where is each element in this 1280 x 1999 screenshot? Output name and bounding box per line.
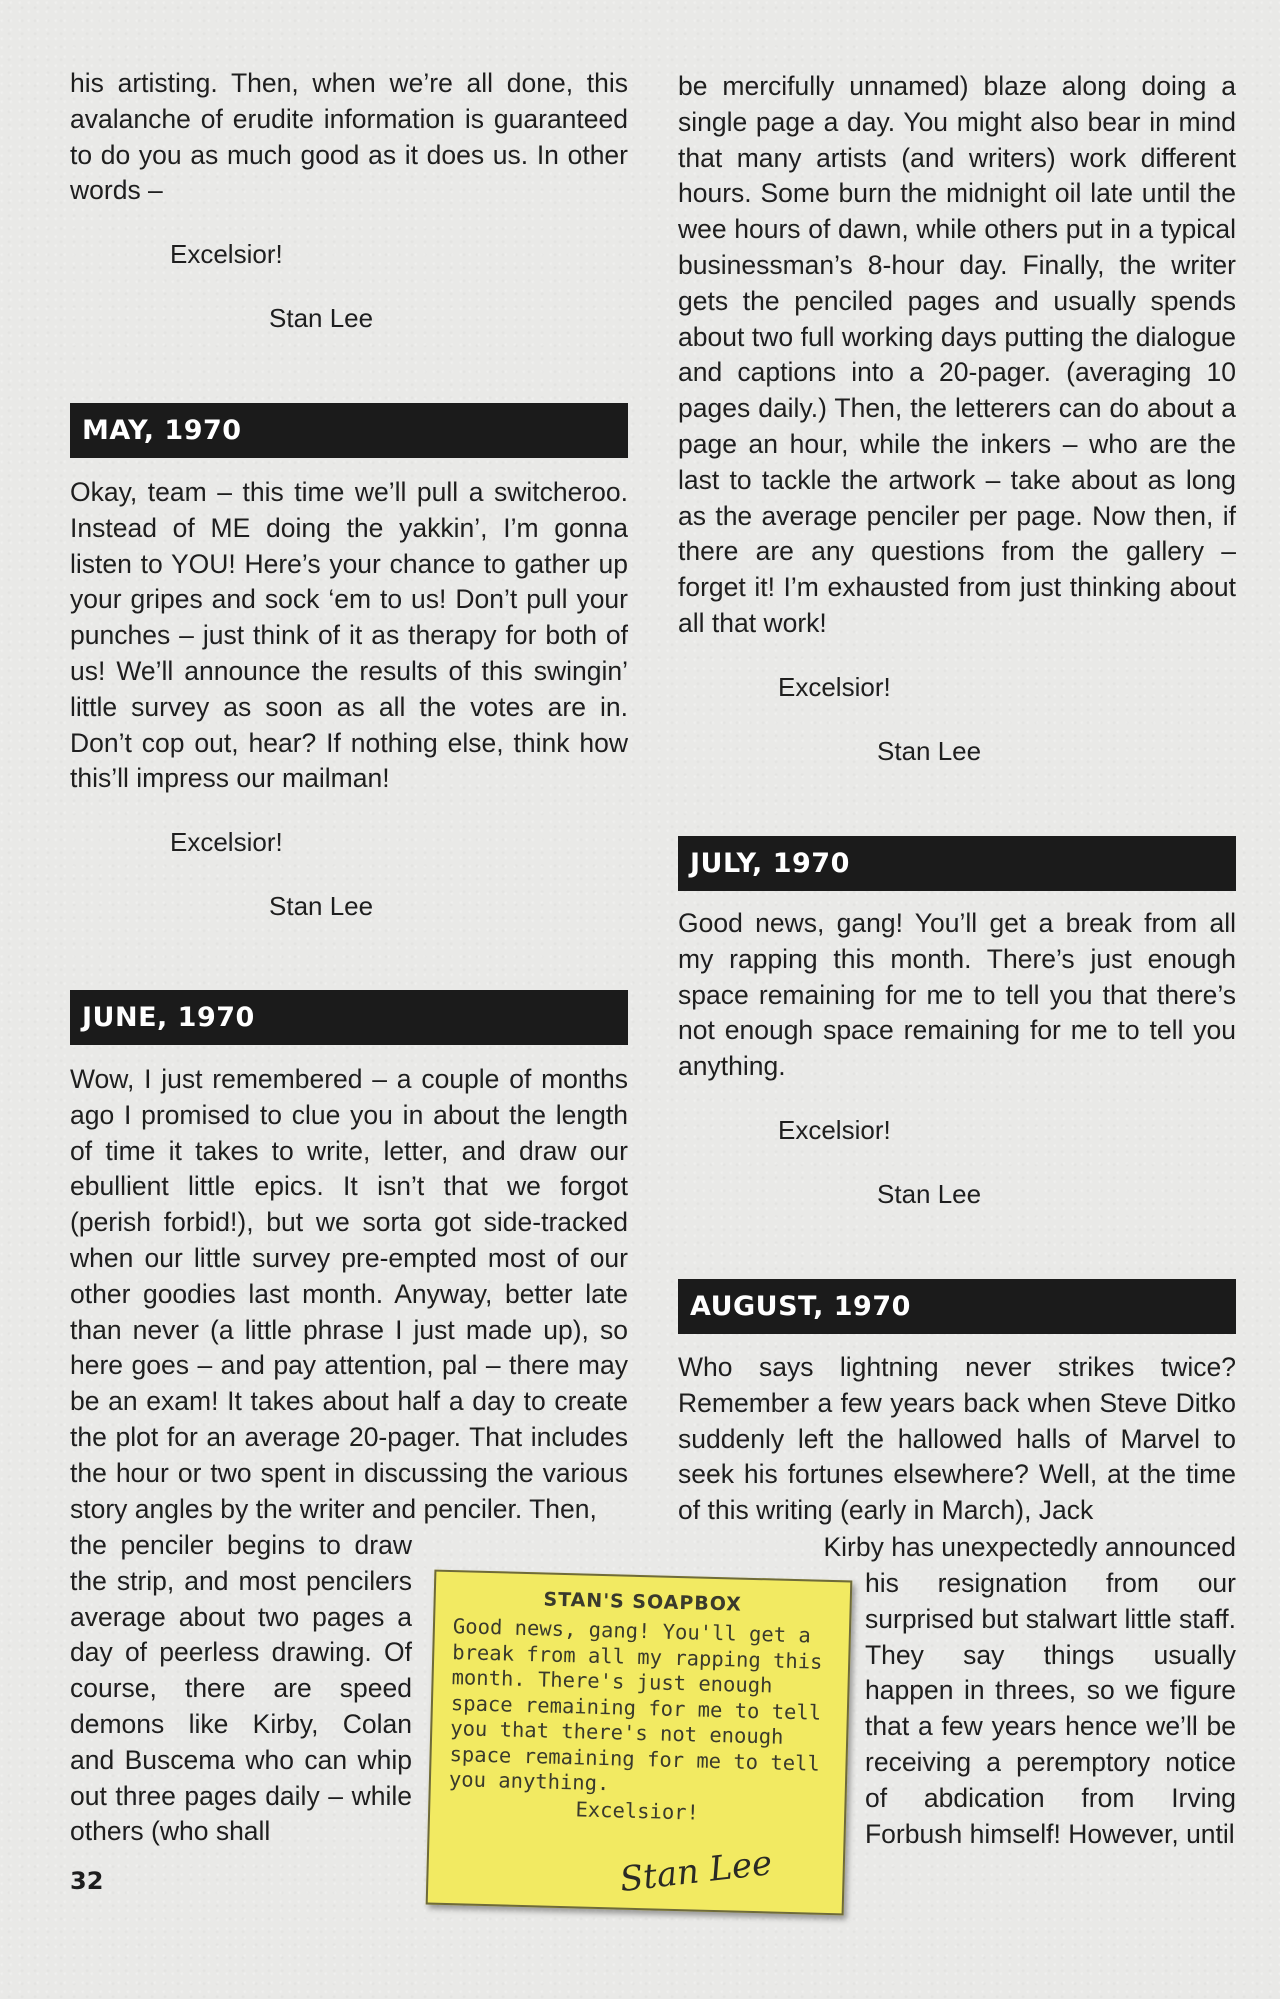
may-heading: MAY, 1970 <box>70 403 628 458</box>
clipping-signature: Stan Lee <box>618 1843 775 1901</box>
june-heading: JUNE, 1970 <box>70 990 628 1045</box>
july-excelsior: Excelsior! <box>778 1115 891 1145</box>
intro-signature: Stan Lee <box>269 303 374 333</box>
june-paragraph-narrow: the penciler begins to draw the strip, and most pencilers average about two pages a day of peerless drawing. Of course, there are speed demons like Kirby, Colan and Buscema who can whip out three pages daily – while others (who shall <box>70 1530 412 1847</box>
soapbox-clipping <box>426 1570 853 1916</box>
may-paragraph: Okay, team – this time we’ll pull a switcheroo. Instead of ME doing the yakkin’, I’m gonna listen to YOU! Here’s your chance to gather up your gripes and sock ‘em to us! Don’t pull your punches – just think of it as therapy for both of us! We’ll announce the results of this swingin’ little survey as soon as all the votes are in. Don’t cop out, hear? If nothing else, think how this’ll impress our mailman! <box>70 477 628 794</box>
may-excelsior: Excelsior! <box>170 827 283 857</box>
clipping-title: STAN'S SOAPBOX <box>543 1588 743 1616</box>
july-signature: Stan Lee <box>877 1179 982 1209</box>
july-heading: JULY, 1970 <box>678 836 1236 891</box>
june-paragraph-continued: be mercifully unnamed) blaze along doing a single page a day. You might also bear in mind that many artists (and writers) work different hours. Some burn the midnight oil late until the wee hours of dawn, while others put in a typical businessman’s 8-hour day. Finally, the writer gets the penciled pages and usually spends about two full working days putting the dialogue and captions into a 20-pager. (averaging 10 pages daily.) Then, the letterers can do about a page an hour, while the inkers – who are the last to tackle the artwork – take about as long as the average penciler per page. Now then, if there are any questions from the gallery – forget it! I’m exhausted from just thinking about all that work! <box>678 71 1236 638</box>
clipping-text: Good news, gang! You'll get a break from all my rapping this month. There's just enough space remaining for me to tell you that there's not enough space remaining for me to tell you anything. <box>448 1614 823 1796</box>
august-paragraph-line: Kirby has unexpectedly announced <box>823 1532 1236 1562</box>
june-paragraph: Wow, I just remembered – a couple of months ago I promised to clue you in about the length of time it takes to write, letter, and draw our ebullient little epics. It isn’t that we forgot (perish forbid!), but we sorta got side-tracked when our little survey pre-empted most of our other goodies last month. Anyway, better late than never (a little phrase I just made up), so here goes – and pay attention, pal – there may be an exam! It takes about half a day to create the plot for an average 20-pager. That includes the hour or two spent in discussing the various story angles by the writer and penciler. Then, <box>70 1064 628 1524</box>
clipping-excelsior: Excelsior! <box>575 1796 700 1825</box>
june-excelsior: Excelsior! <box>778 672 891 702</box>
page-number: 32 <box>70 1867 104 1895</box>
june-signature: Stan Lee <box>877 736 982 766</box>
august-paragraph: Who says lightning never strikes twice? Remember a few years back when Steve Ditko suddenly left the hallowed halls of Marvel to seek his fortunes elsewhere? Well, at the time of this writing (early in March), Jack <box>678 1352 1236 1526</box>
may-signature: Stan Lee <box>269 891 374 921</box>
july-paragraph: Good news, gang! You’ll get a break from all my rapping this month. There’s just enough space remaining for me to tell you that there’s not enough space remaining for me to tell you anything. <box>678 908 1236 1082</box>
intro-paragraph: his artisting. Then, when we’re all done, this avalanche of erudite information is guaranteed to do you as much good as it does us. In other words – <box>70 68 628 206</box>
august-paragraph-narrow: his resignation from our surprised but stalwart little staff. They say things usually happen in threes, so we figure that a few years hence we’ll be receiving a peremptory notice of abdication from Irving Forbush himself! However, until <box>865 1568 1236 1849</box>
intro-excelsior: Excelsior! <box>170 239 283 269</box>
august-heading: AUGUST, 1970 <box>678 1279 1236 1334</box>
